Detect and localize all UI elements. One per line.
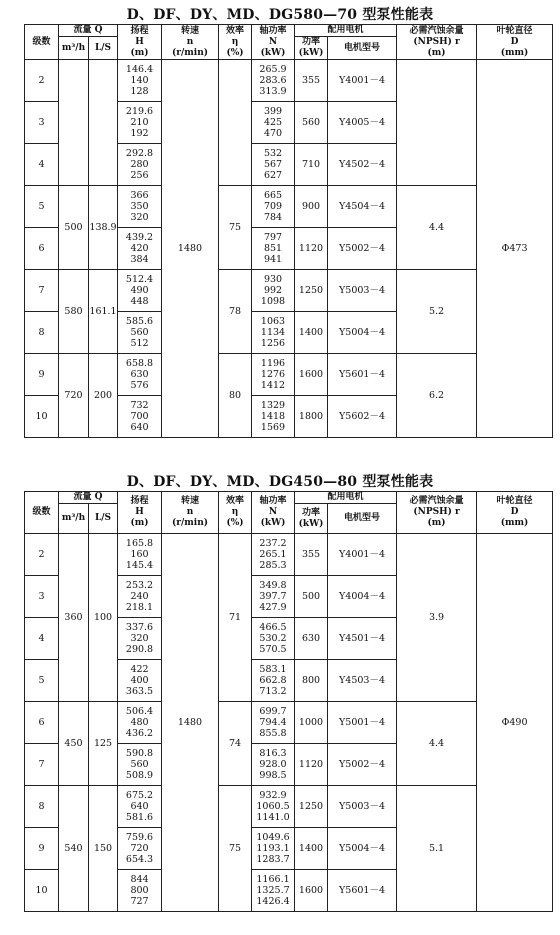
flow-ls-cell: 138.9 (89, 186, 118, 270)
header-npsh: 必需汽蚀余量 (NPSH) r (m) (397, 492, 477, 534)
shaft-power-cell: 532 567 627 (252, 144, 295, 186)
stage-cell: 10 (25, 870, 59, 912)
stage-cell: 6 (25, 702, 59, 744)
header-flow-ls: L/S (89, 37, 118, 60)
flow-ls-cell: 161.1 (89, 270, 118, 354)
head-cell: 219.6 210 192 (118, 102, 162, 144)
header-shaft-power: 轴功率 N (kW) (252, 492, 295, 534)
shaft-power-cell: 466.5 530.2 570.5 (252, 618, 295, 660)
shaft-power-cell: 699.7 794.4 855.8 (252, 702, 295, 744)
flow-ls-cell: 125 (89, 702, 118, 786)
head-cell: 439.2 420 384 (118, 228, 162, 270)
header-motor-power: 功率 (kW) (295, 37, 328, 60)
head-cell: 337.6 320 290.8 (118, 618, 162, 660)
header-flow: 流量 Q (59, 25, 118, 37)
header-impeller: 叶轮直径 D (mm) (477, 492, 553, 534)
header-stages: 级数 (25, 492, 59, 534)
motor-power-cell: 1120 (295, 744, 328, 786)
motor-model-cell: Y4502－4 (328, 144, 397, 186)
stage-cell: 2 (25, 60, 59, 102)
motor-model-cell: Y5002－4 (328, 744, 397, 786)
motor-model-cell: Y5004－4 (328, 828, 397, 870)
header-flow-m3h: m³/h (59, 504, 89, 534)
flow-m3h-cell: 720 (59, 354, 89, 438)
header-motor-model: 电机型号 (328, 37, 397, 60)
header-motor-model: 电机型号 (328, 504, 397, 534)
motor-power-cell: 1400 (295, 828, 328, 870)
head-cell: 732 700 640 (118, 396, 162, 438)
motor-power-cell: 560 (295, 102, 328, 144)
header-flow-ls: L/S (89, 504, 118, 534)
motor-power-cell: 900 (295, 186, 328, 228)
efficiency-cell: 74 (219, 702, 252, 786)
motor-model-cell: Y4501－4 (328, 618, 397, 660)
motor-model-cell: Y5601－4 (328, 870, 397, 912)
motor-model-cell: Y5001－4 (328, 702, 397, 744)
motor-power-cell: 1800 (295, 396, 328, 438)
shaft-power-cell: 1196 1276 1412 (252, 354, 295, 396)
npsh-cell: 4.4 (397, 186, 477, 270)
efficiency-cell: 78 (219, 270, 252, 354)
shaft-power-cell: 1049.6 1193.1 1283.7 (252, 828, 295, 870)
stage-cell: 7 (25, 270, 59, 312)
motor-model-cell: Y4004－4 (328, 576, 397, 618)
flow-ls-empty (89, 60, 118, 186)
stage-cell: 4 (25, 144, 59, 186)
head-cell: 165.8 160 145.4 (118, 534, 162, 576)
motor-power-cell: 500 (295, 576, 328, 618)
head-cell: 366 350 320 (118, 186, 162, 228)
shaft-power-cell: 930 992 1098 (252, 270, 295, 312)
motor-model-cell: Y4001－4 (328, 60, 397, 102)
header-impeller: 叶轮直径 D (mm) (477, 25, 553, 60)
head-cell: 506.4 480 436.2 (118, 702, 162, 744)
npsh-cell: 3.9 (397, 534, 477, 702)
flow-ls-cell: 100 (89, 534, 118, 702)
head-cell: 658.8 630 576 (118, 354, 162, 396)
efficiency-cell: 80 (219, 354, 252, 438)
motor-power-cell: 1400 (295, 312, 328, 354)
stage-cell: 4 (25, 618, 59, 660)
stage-cell: 10 (25, 396, 59, 438)
header-speed: 转速 n (r/min) (162, 25, 219, 60)
head-cell: 253.2 240 218.1 (118, 576, 162, 618)
head-cell: 590.8 560 508.9 (118, 744, 162, 786)
speed-cell: 1480 (162, 60, 219, 438)
head-cell: 844 800 727 (118, 870, 162, 912)
flow-ls-cell: 200 (89, 354, 118, 438)
stage-cell: 5 (25, 186, 59, 228)
stage-cell: 9 (25, 828, 59, 870)
npsh-cell: 5.1 (397, 786, 477, 912)
header-motor-power: 功率 (kW) (295, 504, 328, 534)
shaft-power-cell: 797 851 941 (252, 228, 295, 270)
motor-power-cell: 710 (295, 144, 328, 186)
stage-cell: 8 (25, 786, 59, 828)
stage-cell: 9 (25, 354, 59, 396)
flow-ls-cell: 150 (89, 786, 118, 912)
shaft-power-cell: 1329 1418 1569 (252, 396, 295, 438)
flow-m3h-cell: 580 (59, 270, 89, 354)
pump-performance-table-580-70 (24, 24, 553, 438)
npsh-cell: 5.2 (397, 270, 477, 354)
header-stages: 级数 (25, 25, 59, 60)
stage-cell: 5 (25, 660, 59, 702)
header-motor: 配用电机 (295, 492, 397, 504)
header-motor: 配用电机 (295, 25, 397, 37)
shaft-power-cell: 816.3 928.0 998.5 (252, 744, 295, 786)
shaft-power-cell: 1063 1134 1256 (252, 312, 295, 354)
efficiency-empty (219, 60, 252, 186)
header-flow-m3h: m³/h (59, 37, 89, 60)
efficiency-cell: 75 (219, 786, 252, 912)
pump-performance-table-450-80 (24, 491, 553, 912)
motor-power-cell: 1250 (295, 270, 328, 312)
shaft-power-cell: 1166.1 1325.7 1426.4 (252, 870, 295, 912)
header-shaft-power: 轴功率 N (kW) (252, 25, 295, 60)
motor-model-cell: Y5003－4 (328, 270, 397, 312)
npsh-cell: 4.4 (397, 702, 477, 786)
motor-model-cell: Y5003－4 (328, 786, 397, 828)
head-cell: 585.6 560 512 (118, 312, 162, 354)
motor-model-cell: Y5002－4 (328, 228, 397, 270)
stage-cell: 6 (25, 228, 59, 270)
header-speed: 转速 n (r/min) (162, 492, 219, 534)
head-cell: 759.6 720 654.3 (118, 828, 162, 870)
header-head: 扬程 H (m) (118, 492, 162, 534)
npsh-cell: 6.2 (397, 354, 477, 438)
shaft-power-cell: 665 709 784 (252, 186, 295, 228)
motor-model-cell: Y5601－4 (328, 354, 397, 396)
stage-cell: 2 (25, 534, 59, 576)
header-efficiency: 效率 η (%) (219, 492, 252, 534)
shaft-power-cell: 237.2 265.1 285.3 (252, 534, 295, 576)
motor-power-cell: 630 (295, 618, 328, 660)
shaft-power-cell: 399 425 470 (252, 102, 295, 144)
shaft-power-cell: 583.1 662.8 713.2 (252, 660, 295, 702)
motor-model-cell: Y4504－4 (328, 186, 397, 228)
header-head: 扬程 H (m) (118, 25, 162, 60)
motor-power-cell: 355 (295, 60, 328, 102)
npsh-empty (397, 60, 477, 186)
table-title: D、DF、DY、MD、DG450—80 型泵性能表 (126, 474, 434, 490)
header-flow: 流量 Q (59, 492, 118, 504)
flow-m3h-empty (59, 60, 89, 186)
head-cell: 512.4 490 448 (118, 270, 162, 312)
head-cell: 422 400 363.5 (118, 660, 162, 702)
speed-cell: 1480 (162, 534, 219, 912)
header-efficiency: 效率 η (%) (219, 25, 252, 60)
motor-power-cell: 1600 (295, 354, 328, 396)
motor-model-cell: Y4001－4 (328, 534, 397, 576)
efficiency-cell: 75 (219, 186, 252, 270)
motor-power-cell: 355 (295, 534, 328, 576)
stage-cell: 3 (25, 102, 59, 144)
motor-model-cell: Y4503－4 (328, 660, 397, 702)
head-cell: 292.8 280 256 (118, 144, 162, 186)
motor-power-cell: 1250 (295, 786, 328, 828)
flow-m3h-cell: 500 (59, 186, 89, 270)
stage-cell: 7 (25, 744, 59, 786)
motor-model-cell: Y5602－4 (328, 396, 397, 438)
shaft-power-cell: 265.9 283.6 313.9 (252, 60, 295, 102)
head-cell: 146.4 140 128 (118, 60, 162, 102)
motor-power-cell: 1000 (295, 702, 328, 744)
flow-m3h-cell: 540 (59, 786, 89, 912)
motor-power-cell: 1120 (295, 228, 328, 270)
stage-cell: 8 (25, 312, 59, 354)
motor-power-cell: 800 (295, 660, 328, 702)
motor-model-cell: Y4005－4 (328, 102, 397, 144)
motor-model-cell: Y5004－4 (328, 312, 397, 354)
flow-m3h-cell: 450 (59, 702, 89, 786)
flow-m3h-cell: 360 (59, 534, 89, 702)
impeller-cell: Φ490 (477, 534, 553, 912)
stage-cell: 3 (25, 576, 59, 618)
head-cell: 675.2 640 581.6 (118, 786, 162, 828)
header-npsh: 必需汽蚀余量 (NPSH) r (m) (397, 25, 477, 60)
impeller-cell: Φ473 (477, 60, 553, 438)
efficiency-cell: 71 (219, 534, 252, 702)
motor-power-cell: 1600 (295, 870, 328, 912)
shaft-power-cell: 349.8 397.7 427.9 (252, 576, 295, 618)
table-title: D、DF、DY、MD、DG580—70 型泵性能表 (126, 7, 434, 23)
shaft-power-cell: 932.9 1060.5 1141.0 (252, 786, 295, 828)
